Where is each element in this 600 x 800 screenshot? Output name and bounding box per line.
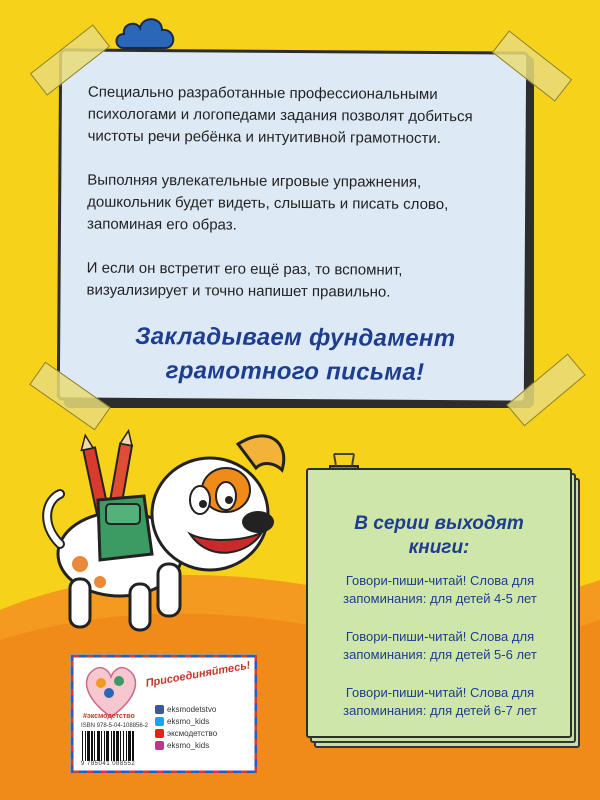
barcode-bar: [123, 731, 124, 761]
youtube-icon: [155, 729, 164, 738]
barcode-bar: [106, 731, 109, 761]
book-item-2: Говори-пиши-читай! Слова для запоминания: для детей 5-6 лет: [343, 629, 537, 662]
join-text: Присоединяйтесь!: [144, 659, 252, 690]
barcode-bar: [101, 731, 102, 761]
book-page-front: [306, 468, 572, 738]
book-item-3: Говори-пиши-читай! Слова для запоминания: для детей 6-7 лет: [343, 685, 537, 718]
barcode-stamp: [70, 654, 258, 774]
paragraph-1: Специально разработанные профессиональными психологами и логопедами задания позволят добиться чистоты речи ребёнка и интуитивной грамотности.: [87, 83, 473, 148]
barcode-bar: [132, 731, 134, 761]
barcode-bar: [82, 731, 83, 761]
book-series-card: [306, 468, 578, 748]
barcode: [81, 731, 153, 761]
barcode-bar: [128, 731, 131, 761]
series-title-line-2: книги:: [408, 537, 470, 558]
isbn-text: ISBN 978-5-04-108856-2: [81, 723, 149, 729]
barcode-digits: 9 785041 088552: [81, 761, 136, 767]
social-youtube[interactable]: эксмодетство: [155, 729, 251, 739]
headline-line-2: грамотного письма!: [165, 357, 425, 386]
barcode-bar: [113, 731, 115, 761]
paragraph-3: И если он встретит его ещё раз, то вспомнит, визуализирует и точно напишет правильно.: [86, 259, 403, 301]
social-twitter[interactable]: eksmo_kids: [155, 717, 251, 727]
puppy-illustration: [40, 404, 300, 644]
description-card: [57, 48, 529, 403]
barcode-bar: [104, 731, 105, 761]
heart-label: #эксмодетство: [83, 713, 135, 720]
series-title-line-1: В серии выходят: [354, 513, 524, 534]
headline-line-1: Закладываем фундамент: [134, 322, 456, 353]
social-instagram[interactable]: eksmo_kids: [155, 741, 251, 751]
facebook-icon: [155, 705, 164, 714]
barcode-bar: [85, 731, 86, 761]
barcode-bar: [91, 731, 93, 761]
heart-icon: [79, 663, 143, 719]
book-item-1: Говори-пиши-читай! Слова для запоминания: для детей 4-5 лет: [343, 573, 537, 606]
barcode-bar: [94, 731, 95, 761]
barcode-bar: [87, 731, 90, 761]
barcode-bar: [111, 731, 112, 761]
barcode-bar: [97, 731, 100, 761]
barcode-bar: [126, 731, 127, 761]
barcode-bar: [120, 731, 121, 761]
paragraph-2: Выполняя увлекательные игровые упражнения, дошкольник будет видеть, слышать и писать слово, запоминая его образ.: [86, 171, 449, 234]
instagram-icon: [155, 741, 164, 750]
barcode-bar: [116, 731, 119, 761]
twitter-icon: [155, 717, 164, 726]
social-facebook[interactable]: eksmodetstvo: [155, 705, 251, 715]
